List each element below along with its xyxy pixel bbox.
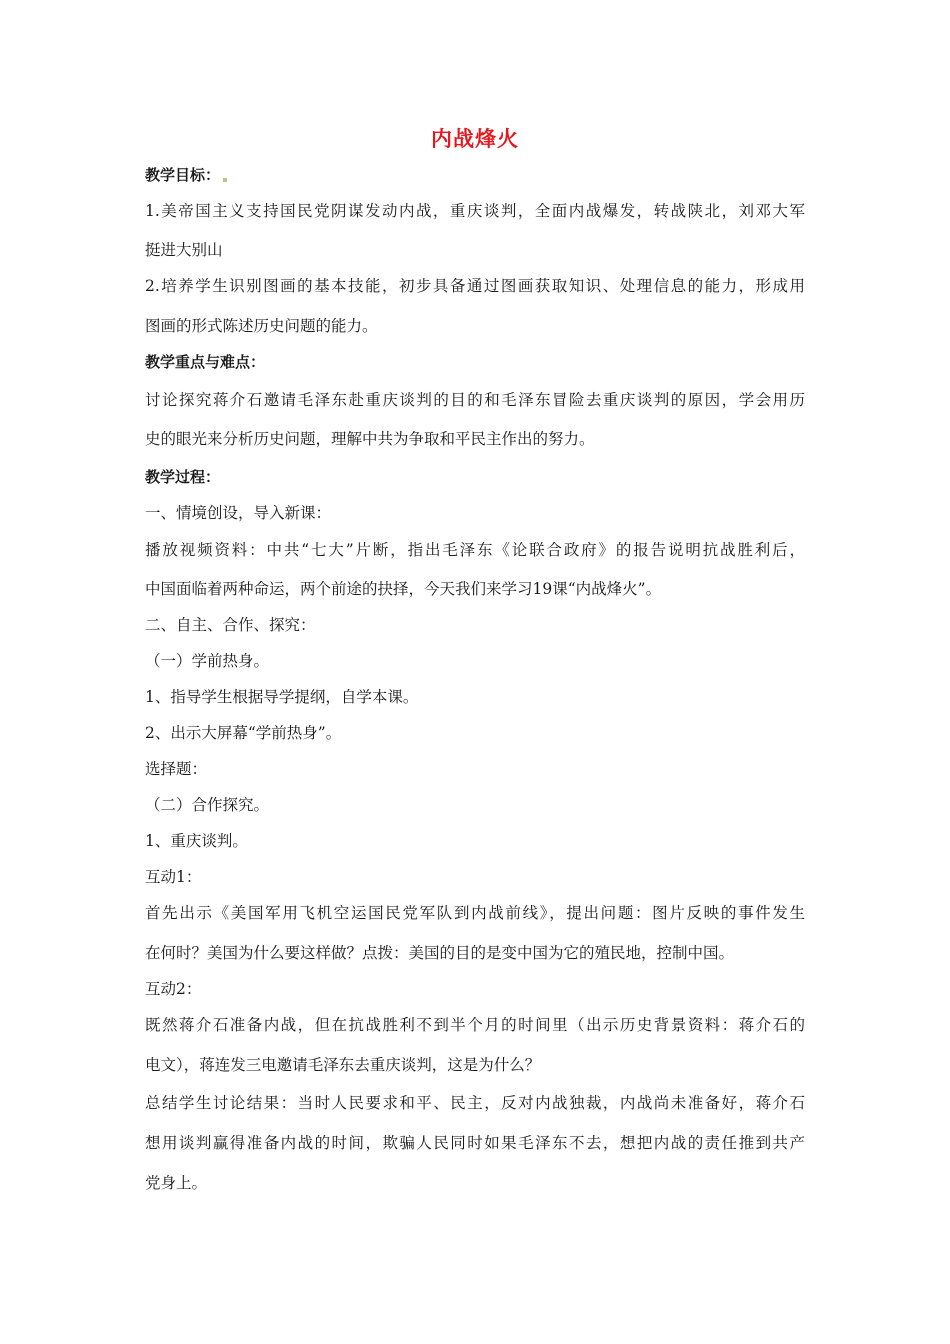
paragraph-line: 1、重庆谈判。 bbox=[145, 832, 248, 850]
heading-key-points: 教学重点与难点： bbox=[145, 353, 266, 371]
paragraph-line: 互动1： bbox=[145, 868, 202, 886]
paragraph-line: 电文），蒋连发三电邀请毛泽东去重庆谈判，这是为什么？ bbox=[145, 1056, 541, 1074]
paragraph-line: 2.培养学生识别图画的基本技能，初步具备通过图画获取知识、处理信息的能力，形成用 bbox=[145, 277, 805, 295]
paragraph-line: （二）合作探究。 bbox=[145, 796, 270, 814]
paragraph-line: 1、指导学生根据导学提纲，自学本课。 bbox=[145, 688, 419, 706]
paragraph-line: 首先出示《美国军用飞机空运国民党军队到内战前线》，提出问题：图片反映的事件发生 bbox=[145, 904, 805, 922]
paragraph-line: 中国面临着两种命运，两个前途的抉择，今天我们来学习19课“内战烽火”。 bbox=[145, 580, 662, 598]
paragraph-line: 史的眼光来分析历史问题，理解中共为争取和平民主作出的努力。 bbox=[145, 430, 595, 448]
paragraph-line: 讨论探究蒋介石邀请毛泽东赴重庆谈判的目的和毛泽东冒险去重庆谈判的原因，学会用历 bbox=[145, 391, 805, 409]
paragraph-line: 选择题： bbox=[145, 760, 208, 778]
document-title: 内战烽火 bbox=[431, 127, 519, 151]
paragraph-line: 想用谈判赢得准备内战的时间，欺骗人民同时如果毛泽东不去，想把内战的责任推到共产 bbox=[145, 1134, 805, 1152]
paragraph-line: 播放视频资料：中共“七大”片断，指出毛泽东《论联合政府》的报告说明抗战胜利后， bbox=[145, 541, 805, 559]
paragraph-line: 党身上。 bbox=[145, 1174, 208, 1192]
marker-dot bbox=[223, 178, 227, 182]
paragraph-line: 一、情境创设，导入新课： bbox=[145, 504, 332, 522]
paragraph-line: （一）学前热身。 bbox=[145, 652, 270, 670]
paragraph-line: 挺进大别山 bbox=[145, 241, 223, 259]
paragraph-line: 2、出示大屏幕“学前热身”。 bbox=[145, 724, 342, 742]
paragraph-line: 二、自主、合作、探究： bbox=[145, 616, 316, 634]
paragraph-line: 互动2： bbox=[145, 980, 202, 998]
paragraph-line: 1.美帝国主义支持国民党阴谋发动内战，重庆谈判，全面内战爆发，转战陕北，刘邓大军 bbox=[145, 202, 805, 220]
heading-teaching-process: 教学过程： bbox=[145, 468, 221, 486]
heading-teaching-goals bbox=[145, 165, 227, 185]
paragraph-line: 既然蒋介石准备内战，但在抗战胜利不到半个月的时间里（出示历史背景资料：蒋介石的 bbox=[145, 1016, 805, 1034]
paragraph-line: 图画的形式陈述历史问题的能力。 bbox=[145, 317, 378, 335]
paragraph-line: 在何时？美国为什么要这样做？点拨：美国的目的是变中国为它的殖民地，控制中国。 bbox=[145, 944, 735, 962]
heading-text: 教学目标： bbox=[145, 166, 221, 184]
paragraph-line: 总结学生讨论结果：当时人民要求和平、民主，反对内战独裁，内战尚未准备好，蒋介石 bbox=[145, 1094, 805, 1112]
